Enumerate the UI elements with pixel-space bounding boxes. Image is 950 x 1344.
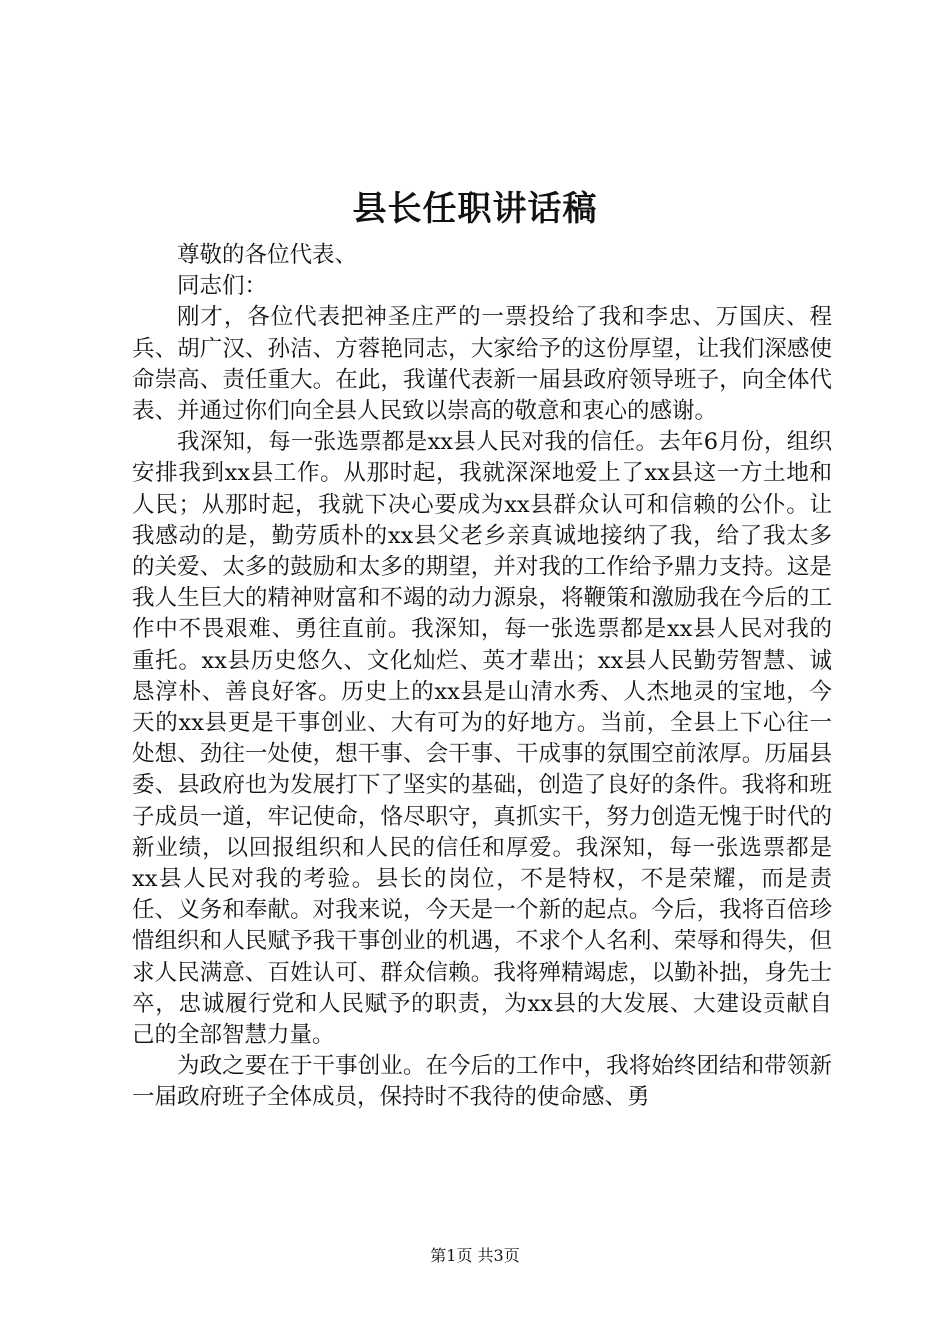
body-paragraph: 刚才，各位代表把神圣庄严的一票投给了我和李忠、万国庆、程兵、胡广汉、孙洁、方蓉艳同志，大家给予的这份厚望，让我们深感使命崇高、责任重大。在此，我谨代表新一届县政府领导班子，向全体代表、并通过你们向全县人民致以崇高的敬意和衷心的感谢。 bbox=[132, 304, 832, 425]
body-paragraph: 为政之要在于干事创业。在今后的工作中，我将始终团结和带领新一届政府班子全体成员，保持时不我待的使命感、勇 bbox=[132, 1053, 832, 1111]
document-title: 县长任职讲话稿 bbox=[352, 189, 598, 229]
body-paragraph: 我深知，每一张选票都是xx县人民对我的信任。去年6月份，组织安排我到xx县工作。从那时起，我就深深地爱上了xx县这一方土地和人民；从那时起，我就下决心要成为xx县群众认可和信赖的公仆。让我感动的是，勤劳质朴的xx县父老乡亲真诚地接纳了我，给了我太多的关爱、太多的鼓励和太多的期望，并对我的工作给予鼎力支持。这是我人生巨大的精神财富和不竭的动力源泉，将鞭策和激励我在今后的工作中不畏艰难、勇往直前。我深知，每一张选票都是xx县人民对我的重托。xx县历史悠久、文化灿烂、英才辈出；xx县人民勤劳智慧、诚恳淳朴、善良好客。历史上的xx县是山清水秀、人杰地灵的宝地，今天的xx县更是干事创业、大有可为的好地方。当前，全县上下心往一处想、劲往一处使，想干事、会干事、干成事的氛围空前浓厚。历届县委、县政府也为发展打下了坚实的基础，创造了良好的条件。我将和班子成员一道，牢记使命，恪尽职守，真抓实干，努力创造无愧于时代的新业绩，以回报组织和人民的信任和厚爱。我深知，每一张选票都是xx县人民对我的考验。县长的岗位，不是特权，不是荣耀，而是责任、义务和奉献。对我来说，今天是一个新的起点。今后，我将百倍珍惜组织和人民赋予我干事创业的机遇，不求个人名利、荣辱和得失，但求人民满意、百姓认可、群众信赖。我将殚精竭虑，以勤补拙，身先士卒，忠诚履行党和人民赋予的职责，为xx县的大发展、大建设贡献自己的全部智慧力量。 bbox=[132, 429, 832, 1049]
page-number-footer: 第1页 共3页 bbox=[430, 1246, 520, 1265]
salutation-line-2: 同志们： bbox=[177, 273, 268, 300]
salutation-line-1: 尊敬的各位代表、 bbox=[177, 242, 358, 268]
document-body bbox=[132, 240, 832, 1114]
